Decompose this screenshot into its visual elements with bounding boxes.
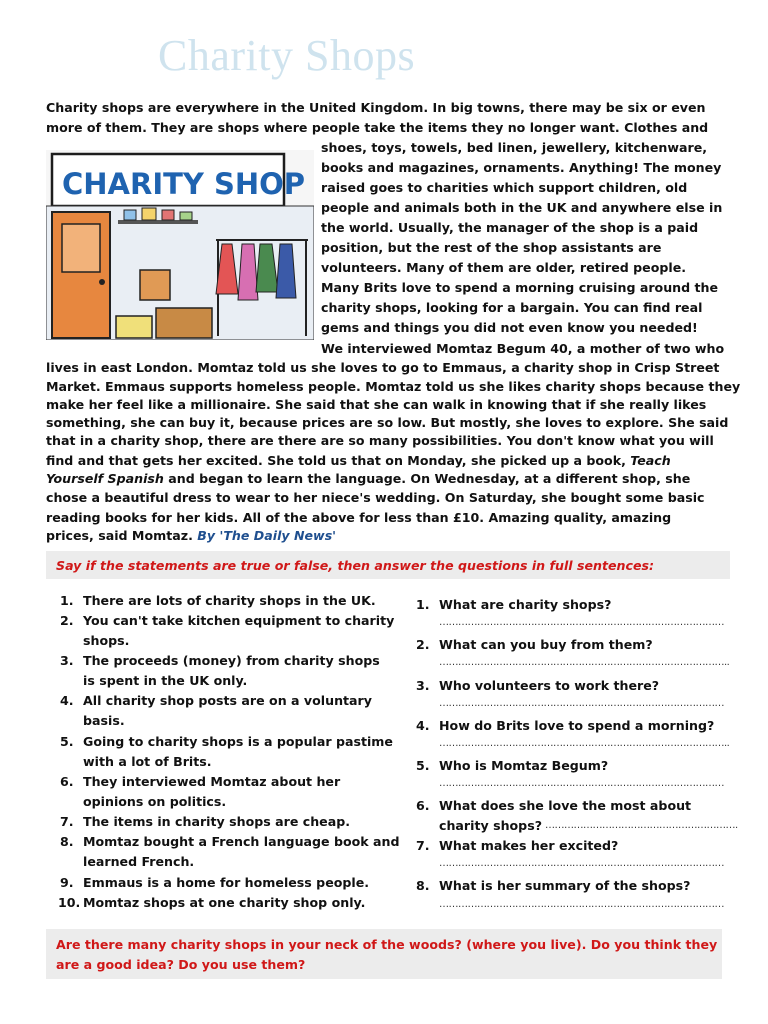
article-line-text: prices, said Momtaz. xyxy=(46,528,193,543)
statement-number: 9. xyxy=(60,875,74,890)
book-title: Teach xyxy=(630,453,671,468)
answer-line[interactable]: ……………………………………………………………………………….. xyxy=(439,738,730,749)
statement-text: is spent in the UK only. xyxy=(83,673,248,688)
answer-line[interactable]: ……………………………………………………………………………… xyxy=(439,778,724,789)
statement-number: 8. xyxy=(60,834,74,849)
article-line: lives in east London. Momtaz told us she loves to go to Emmaus, a charity shop in Crisp Street xyxy=(46,360,720,375)
statement-text: learned French. xyxy=(83,854,195,869)
article-line-text: find and that gets her excited. She told us that on Monday, she picked up a book, xyxy=(46,453,626,468)
question-text: How do Brits love to spend a morning? xyxy=(439,718,715,733)
charity-shop-illustration xyxy=(46,150,314,340)
statement-text: There are lots of charity shops in the UK. xyxy=(83,593,376,608)
question-number: 5. xyxy=(416,758,430,773)
statement-text: The proceeds (money) from charity shops xyxy=(83,653,380,668)
discussion-text: are a good idea? Do you use them? xyxy=(56,957,306,972)
article-line: Charity shops are everywhere in the United Kingdom. In big towns, there may be six or even xyxy=(46,100,706,115)
instruction-banner xyxy=(46,551,730,579)
question-text: What can you buy from them? xyxy=(439,637,653,652)
page-title: Charity Shops xyxy=(158,31,416,80)
article-line: books and magazines, ornaments. Anything! The money xyxy=(321,160,722,175)
statement-number: 7. xyxy=(60,814,74,829)
article-line: Many Brits love to spend a morning cruising around the xyxy=(321,280,719,295)
statement-text: All charity shop posts are on a voluntary xyxy=(83,693,372,708)
question-text: Who volunteers to work there? xyxy=(439,678,660,693)
article-line: make her feel like a millionaire. She said that she can walk in knowing that if she really likes xyxy=(46,397,707,412)
article-line: chose a beautiful dress to wear to her niece's wedding. On Saturday, she bought some basic xyxy=(46,490,705,505)
article-line: position, but the rest of the shop assistants are xyxy=(321,240,662,255)
statement-number: 4. xyxy=(60,693,74,708)
statement-text: Going to charity shops is a popular pastime xyxy=(83,734,393,749)
statement-number: 6. xyxy=(60,774,74,789)
article-line: reading books for her kids. All of the above for less than £10. Amazing quality, amazing xyxy=(46,510,672,525)
statement-number: 3. xyxy=(60,653,74,668)
statement-text: You can't take kitchen equipment to charity xyxy=(83,613,395,628)
article-line: people and animals both in the UK and anywhere else in xyxy=(321,200,723,215)
answer-line[interactable]: ……………………………………………………………………………… xyxy=(439,617,724,628)
question-number: 1. xyxy=(416,597,430,612)
byline: By 'The Daily News' xyxy=(197,528,337,543)
statement-text: basis. xyxy=(83,713,125,728)
article-line xyxy=(46,471,690,487)
answer-line[interactable]: ……………………………………………………………………………… xyxy=(439,698,724,709)
statement-text: with a lot of Brits. xyxy=(83,754,212,769)
question-number: 8. xyxy=(416,878,430,893)
statement-text: shops. xyxy=(83,633,130,648)
article-line: raised goes to charities which support children, old xyxy=(321,180,688,195)
question-number: 4. xyxy=(416,718,430,733)
article-line: the world. Usually, the manager of the shop is a paid xyxy=(321,220,699,235)
article-line-text: and began to learn the language. On Wednesday, at a different shop, she xyxy=(168,471,691,486)
question-number: 6. xyxy=(416,798,430,813)
statement-number: 1. xyxy=(60,593,74,608)
statement-number: 2. xyxy=(60,613,74,628)
question-text: What makes her excited? xyxy=(439,838,619,853)
article-line: charity shops, looking for a bargain. You can find real xyxy=(321,300,703,315)
statement-number: 5. xyxy=(60,734,74,749)
article-line: something, she can buy it, because prices are so low. But mostly, she loves to explore. She said xyxy=(46,415,729,430)
discussion-text: Are there many charity shops in your neck of the woods? (where you live). Do you think they xyxy=(56,937,718,952)
article-line: We interviewed Momtaz Begum 40, a mother of two who xyxy=(321,341,725,356)
answer-line[interactable]: ……………………………………………………. xyxy=(545,820,738,831)
answer-line[interactable]: ……………………………………………………………………………… xyxy=(439,899,724,910)
answer-line[interactable]: ……………………………………………………………………………… xyxy=(439,858,724,869)
statement-number: 10. xyxy=(58,895,81,910)
question-text: Who is Momtaz Begum? xyxy=(439,758,609,773)
article-line xyxy=(46,453,671,469)
question-text: What does she love the most about xyxy=(439,798,692,813)
article-line: volunteers. Many of them are older, retired people. xyxy=(321,260,687,275)
question-number: 7. xyxy=(416,838,430,853)
statement-text: They interviewed Momtaz about her xyxy=(83,774,341,789)
article-line: that in a charity shop, there are there are so many possibilities. You don't know what you will xyxy=(46,433,714,448)
question-text: What is her summary of the shops? xyxy=(439,878,691,893)
question-number: 2. xyxy=(416,637,430,652)
article-line xyxy=(46,528,336,544)
discussion-box xyxy=(46,929,722,979)
book-title: Yourself Spanish xyxy=(46,471,164,486)
question-text: What are charity shops? xyxy=(439,597,612,612)
statement-text: The items in charity shops are cheap. xyxy=(83,814,351,829)
article-line: more of them. They are shops where people take the items they no longer want. Clothes and xyxy=(46,120,709,135)
article-line: gems and things you did not even know you needed! xyxy=(321,320,698,335)
shop-sign-text: CHARITY SHOP xyxy=(62,167,306,201)
question-text: charity shops? xyxy=(439,818,543,833)
article-line: shoes, toys, towels, bed linen, jewellery, kitchenware, xyxy=(321,140,708,155)
answer-line[interactable]: ……………………………………………………………………………….. xyxy=(439,657,730,668)
instruction-text: Say if the statements are true or false, then answer the questions in full sentences: xyxy=(56,558,655,573)
statement-text: Emmaus is a home for homeless people. xyxy=(83,875,370,890)
statement-text: Momtaz shops at one charity shop only. xyxy=(83,895,366,910)
question-number: 3. xyxy=(416,678,430,693)
statement-text: opinions on politics. xyxy=(83,794,227,809)
article-line: Market. Emmaus supports homeless people. Momtaz told us she likes charity shops because they xyxy=(46,379,741,394)
statement-text: Momtaz bought a French language book and xyxy=(83,834,400,849)
